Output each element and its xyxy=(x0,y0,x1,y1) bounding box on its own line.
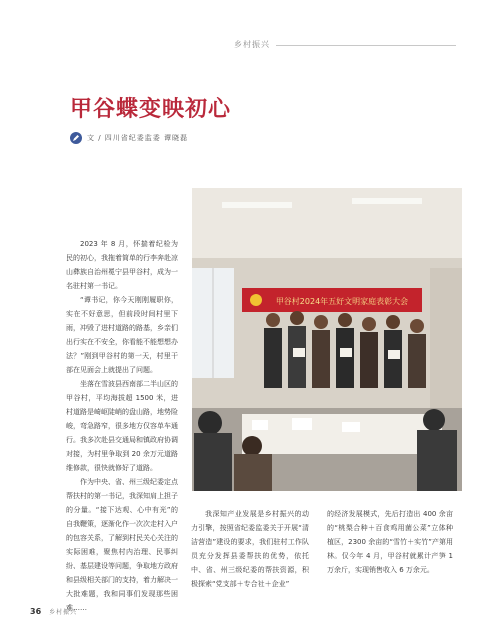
article-title: 甲谷蝶变映初心 xyxy=(70,96,232,122)
article-photo xyxy=(192,188,462,491)
paragraph: “谭书记，你今天刚刚履职你，实在不好意思，但前段时间村里下雨，冲毁了进村道路的路基，乡亲们出行实在不安全，你看能不能想想办法？”刚到甲谷村的第一天，村里干部在见面会上就提出了问题。 xyxy=(66,296,178,374)
paragraph: 坐落在雪波县西南部二半山区的甲谷村，平均海拔超 1500 米，进村道路是崎岖陡峭的盘山路，地势险峻，弯急路窄，很多地方仅容单车通行。我多次赴县交通局和镇政府协调对接，为村里争取到 20 余万元道路维修款，很快就修好了道路。 xyxy=(66,380,178,472)
paragraph: 的经济发展模式，先后打造出 400 余亩的“桃梨合种＋百食鸡用菌公菜”立体种植区，2300 余亩的“雪竹＋实竹”产第用林。仅今年 4 月，甲谷村就累计产笋 1 万余斤，实现销售收入 6 万余元。 xyxy=(327,510,453,574)
paragraph: 作为中央、省、州三级纪委定点帮扶村的第一书记，我深知肩上担子的分量。“接下达观、心中有光”的自我鞭策，逐渐化作一次次走村入户的包容关系，了解到村民关心关注的实际困难，聚焦村内治理、民事纠纷、基层建设等问题，争取地方政府和县级相关部门的支持，着力解决一大批难题，我和同事们发现那些困难…… xyxy=(66,478,178,612)
paragraph: 我深知产业发展是乡村振兴的动力引擎，按照省纪委监委关于开展“清洁营造”建设的要求，我们驻村工作队员充分发挥县委帮扶的优势，依托中、省、州三级纪委的帮扶资源，积极探索“党支部＋专合社＋企业” xyxy=(191,510,309,588)
article-column-1 xyxy=(66,237,178,615)
banner-text: 甲谷村2024年五好文明家庭表彰大会 xyxy=(275,297,409,306)
article-column-3 xyxy=(327,507,453,577)
magazine-name: 乡村振兴 xyxy=(49,608,78,616)
page-footer xyxy=(30,606,77,616)
byline xyxy=(70,132,188,144)
article-column-2 xyxy=(191,507,309,591)
page-number: 36 xyxy=(30,606,42,616)
pen-icon xyxy=(70,132,82,144)
section-label: 乡村振兴 xyxy=(234,40,270,49)
section-header xyxy=(0,40,500,52)
header-rule xyxy=(276,45,456,46)
byline-text: 文 / 四川省纪委监委 谭晓磊 xyxy=(87,134,189,142)
paragraph: 2023 年 8 月，怀揣着纪检为民的初心，我拖着简单的行李奔赴凉山彝族自治州冕宁县甲谷村，成为一名驻村第一书记。 xyxy=(66,240,178,290)
